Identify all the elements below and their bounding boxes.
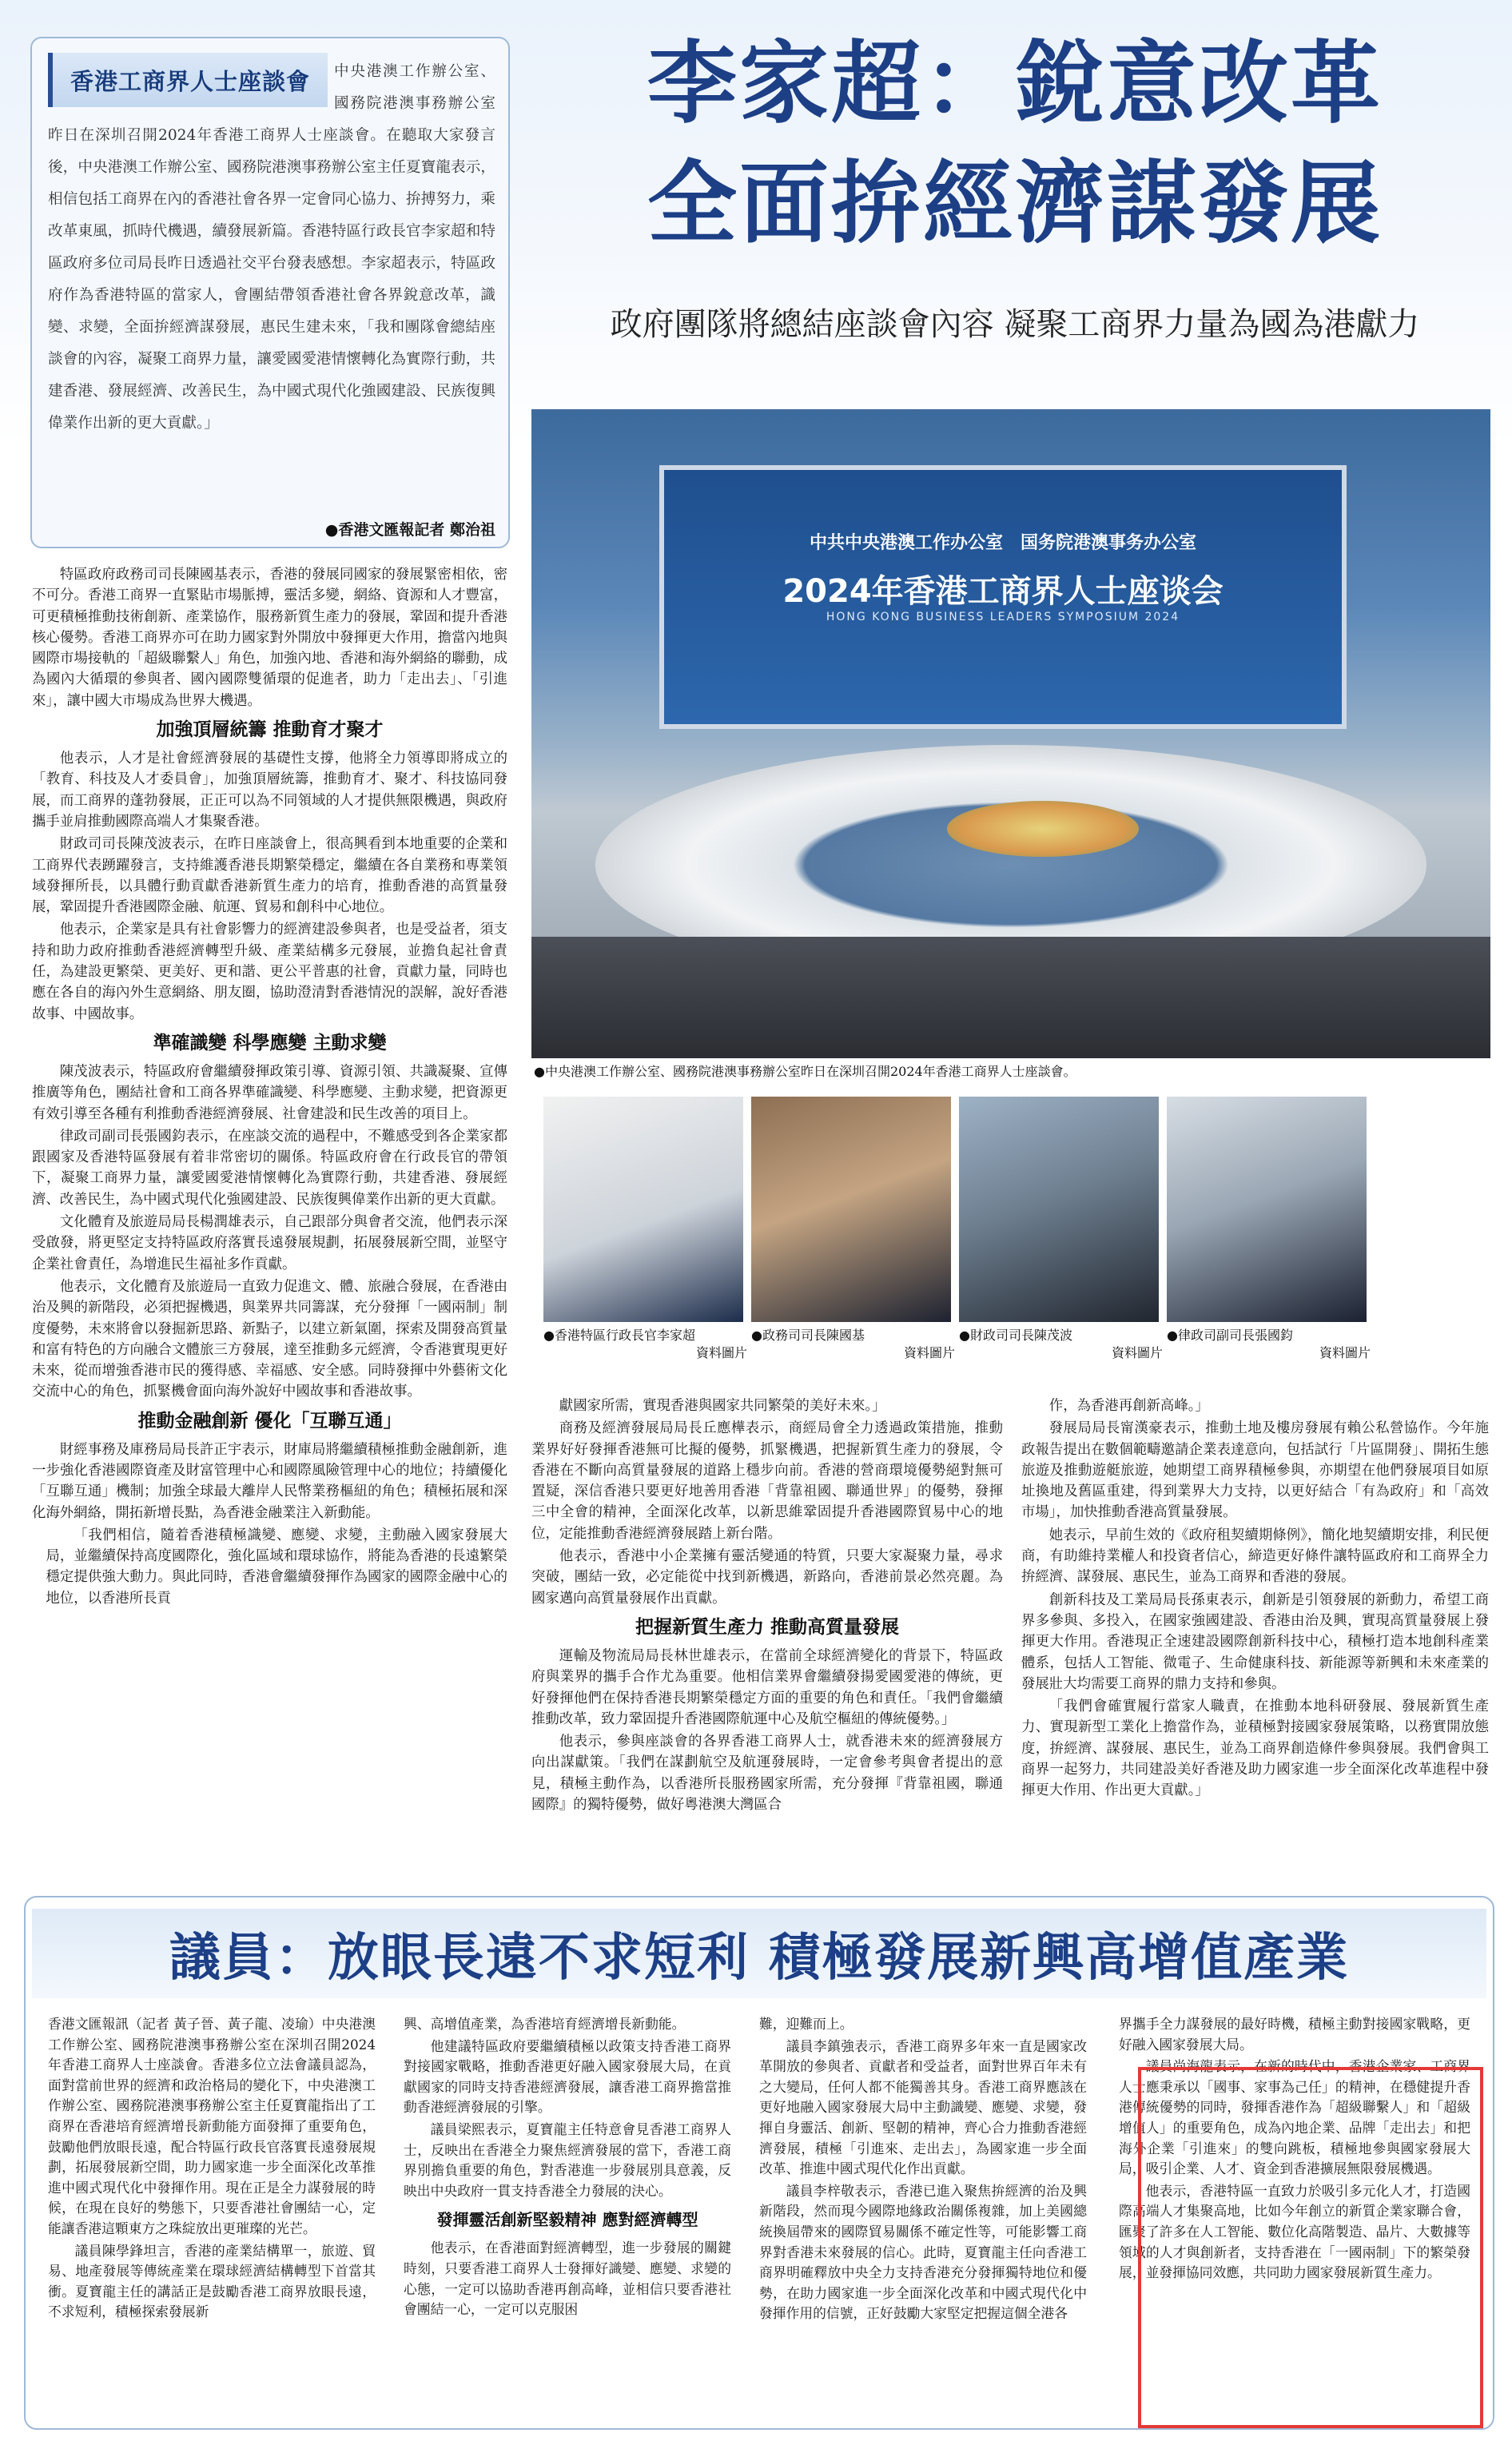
- small-photo-caption-4-text: ●律政司副司長張國鈞: [1167, 1328, 1293, 1343]
- bottom-col2-paragraph: 他表示，在香港面對經濟轉型，進一步發展的關鍵時刻，只要香港工商界人士發揮好識變、應變、求變的心態，一定可以協助香港再創高峰，並相信只要香港社會團結一心，一定可以克服困: [404, 2240, 731, 2318]
- col3-paragraph: 創新科技及工業局局長孫東表示，創新是引領發展的新動力，希望工商界多參與、多投入，在國家強國建設、香港由治及興，實現高質量發展上發揮更大作用。香港現正全速建設國際創新科技中心，積極打造本地創科產業體系，包括人工智能、微電子、生命健康科技、新能源等新興和未來產業的發展壯大均需要工商界的鼎力支持和參與。: [1021, 1591, 1489, 1692]
- main-photo-banner-line1: 中共中央港澳工作办公室 国务院港澳事务办公室: [809, 533, 1196, 553]
- article-column-2: [531, 1396, 1003, 1886]
- small-photo-credit-2: 資料圖片: [903, 1345, 955, 1360]
- small-photo-credit-3: 資料圖片: [1111, 1345, 1163, 1360]
- bottom-col4-paragraph: 界攜手全力謀發展的最好時機，積極主動對接國家戰略，更好融入國家發展大局。: [1119, 2016, 1470, 2053]
- article-column-3: [1021, 1396, 1489, 1886]
- article-column-1: [32, 564, 507, 1886]
- bottom-col3-paragraph: 議員李鎮強表示，香港工商界多年來一直是國家改革開放的參與者、貢獻者和受益者，面對世界百年未有之大變局，任何人都不能獨善其身。香港工商界應該在更好地融入國家發展大局中主動識變、應變、求變，發揮自身靈活、創新、堅韌的精神，齊心合力推動香港經濟發展，積極「引進來、走出去」，為國家進一步全面改革、推進中國式現代化作出貢獻。: [759, 2037, 1087, 2177]
- bottom-col2-subhead: 發揮靈活創新堅毅精神 應對經濟轉型: [436, 2210, 698, 2230]
- col3-paragraph: 作，為香港再創新高峰。」: [1048, 1398, 1209, 1414]
- main-photo-banner-line3: HONG KONG BUSINESS LEADERS SYMPOSIUM 2024: [826, 611, 1180, 623]
- bottom-column-2: [404, 2014, 731, 2422]
- col3-paragraph: 她表示，早前生效的《政府租契續期條例》，簡化地契續期安排，利民便商，有助維持業權人和投資者信心，締造更好條件讓特區政府和工商界全力拚經濟、謀發展、惠民生，並為工商界和香港的發展。: [1021, 1527, 1489, 1586]
- sidebar-body-text: 中央港澳工作辦公室、國務院港澳事務辦公室昨日在深圳召開2024年香港工商界人士座談會。在聽取大家發言後，中央港澳工作辦公室、國務院港澳事務辦公室主任夏寶龍表示，相信包括工商界在內的香港社會各界一定會同心協力、拚搏努力，乘改革東風，抓時代機遇，續發展新篇。香港特區行政長官李家超和特區政府多位司局長昨日透過社交平台發表感想。李家超表示，特區政府作為香港特區的當家人，會團結帶領香港社會各界銳意改革，識變、求變，全面拚經濟謀發展，惠民生建未來，「我和團隊會總結座談會的內容，凝聚工商界力量，讓愛國愛港情懷轉化為實際行動，共建香港、發展經濟、改善民生，為中國式現代化強國建設、民族復興偉業作出新的更大貢獻。」: [48, 63, 495, 432]
- bottom-col2-paragraph: 他建議特區政府要繼續積極以政策支持香港工商界對接國家戰略，推動香港更好融入國家發展大局，在貢獻國家的同時支持香港經濟發展，讓香港工商界擔當推動香港經濟發展的引擎。: [404, 2037, 731, 2116]
- small-photo-caption-2: [751, 1327, 955, 1362]
- col2-paragraph: 商務及經濟發展局局長丘應樺表示，商經局會全力透過政策措施，推動業界好好發揮香港無可比擬的優勢，抓緊機遇，把握新質生產力的發展，令香港在不斷向高質量發展的道路上穩步向前。香港的營商環境優勢絕對無可置疑，深信香港只要更好地善用香港「背靠祖國、聯通世界」的優勢，發揮三中全會的精神，全面深化改革，以新思維鞏固提升香港國際貿易中心的地位，定能推動香港經濟發展踏上新台階。: [531, 1420, 1003, 1542]
- col1-paragraph: 特區政府政務司司長陳國基表示，香港的發展同國家的發展緊密相依，密不可分。香港工商界一直緊貼市場脈搏，靈活多變，網絡、資源和人才豐富，可更積極推動技術創新、產業協作，服務新質生產力的發展，鞏固和提升香港核心優勢。香港工商界亦可在助力國家對外開放中發揮更大作用，擔當內地與國際市場接軌的「超級聯繫人」角色，加強內地、香港和海外網絡的聯動，成為國內大循環的參與者、國內國際雙循環的促進者，助力「走出去」、「引進來」，讓中國大市場成為世界大機遇。: [32, 567, 507, 709]
- bottom-col4-highlighted-paragraph: 他表示，香港特區一直致力於吸引多元化人才，打造國際高端人才集聚高地，比如今年創立的新質企業家聯合會，匯聚了許多在人工智能、數位化高階製造、晶片、大數據等領域的人才與創新者，支持香港在「一國兩制」下的繁榮發展，並發揮協同效應，共同助力國家發展新質生產力。: [1119, 2182, 1470, 2281]
- col3-quote: 「我們會確實履行當家人職責，在推動本地科研發展、發展新質生產力、實現新型工業化上擔當作為，並積極對接國家發展策略，以務實開放態度，拚經濟、謀發展、惠民生，並為工商界創造條件參與發展。我們會與工商界一起努力，共同建設美好香港及助力國家進一步全面深化改革進程中發揮更大作用、作出更大貢獻。」: [1021, 1698, 1489, 1799]
- main-photo-flowers: [947, 801, 1139, 857]
- bottom-col1-paragraph: 議員陳學鋒坦言，香港的產業結構單一，旅遊、貿易、地產發展等傳統產業在環球經濟結構轉型下首當其衝。夏寶龍主任的講話正是鼓勵香港工商界放眼長遠，不求短利，積極探索發展新: [48, 2242, 376, 2320]
- bottom-column-1: [48, 2014, 376, 2422]
- main-photo-banner-line2: 2024年香港工商界人士座谈会: [782, 573, 1224, 610]
- photo-chan-kwok-ki: [751, 1097, 951, 1322]
- photo-cheung-kwok-kwan: [1167, 1097, 1367, 1322]
- main-photo-caption-text: ●中央港澳工作辦公室、國務院港澳事務辦公室昨日在深圳召開2024年香港工商界人士座談會。: [534, 1064, 1076, 1079]
- col1-subhead-2: 準確識變 科學應變 主動求變: [153, 1031, 387, 1053]
- sidebar-body: [48, 56, 495, 440]
- headline-subtitle: 政府團隊將總結座談會內容 凝聚工商界力量為國為港獻力: [610, 306, 1420, 343]
- col1-paragraph: 陳茂波表示，特區政府會繼續發揮政策引導、資源引領、共識凝聚、宣傳推廣等角色，團結社會和工商各界準確識變、科學應變、主動求變，把資源更有效引導至各種有利推動香港經濟發展、社會建設和民生改善的項目上。: [32, 1063, 507, 1122]
- col2-paragraph: 運輸及物流局局長林世雄表示，在當前全球經濟變化的背景下，特區政府與業界的攜手合作尤為重要。他相信業界會繼續發揚愛國愛港的傳統，更好發揮他們在保持香港長期繁榮穩定方面的重要的角色和責任。「我們會繼續推動改革，致力鞏固提升香港國際航運中心及航空樞紐的傳統優勢。」: [531, 1647, 1003, 1727]
- small-photo-caption-3-text: ●財政司司長陳茂波: [959, 1328, 1072, 1343]
- col1-paragraph: 律政司副司長張國鈞表示，在座談交流的過程中，不難感受到各企業家都跟國家及香港特區發展有着非常密切的關係。特區政府會在行政長官的帶領下，凝聚工商界力量，讓愛國愛港情懷轉化為實際行動，共建香港、發展經濟、改善民生，為中國式現代化強國建設、民族復興偉業作出新的更大貢獻。: [32, 1128, 507, 1208]
- small-photo-credit-1: 資料圖片: [695, 1345, 747, 1360]
- photo-lee-ka-chiu: [543, 1097, 743, 1322]
- photo-chan-mo-po: [959, 1097, 1159, 1322]
- headline-line2: 全面拚經濟謀發展: [647, 152, 1383, 256]
- col1-quote: 「我們相信，隨着香港積極識變、應變、求變，主動融入國家發展大局，並繼續保持高度國際化，強化區域和環球協作，將能為香港的長遠繁榮穩定提供強大動力。與此同時，香港會繼續發揮作為國家的國際金融中心的地位，以香港所長貢: [46, 1527, 507, 1607]
- col3-paragraph: 發展局局長甯漢豪表示，推動土地及樓房發展有賴公私營協作。今年施政報告提出在數個範疇邀請企業表達意向，包括試行「片區開發」、開拓生態旅遊及推動遊艇旅遊，她期望工商界積極參與，亦期望在他們發展項目如原址換地及舊區重建，得到業界大力支持，以更好結合「有為政府」和「高效市場」，加快推動香港高質量發展。: [1021, 1420, 1489, 1521]
- col1-paragraph: 文化體育及旅遊局局長楊潤雄表示，自己跟部分與會者交流，他們表示深受啟發，將更堅定支持特區政府落實長遠發展規劃，拓展發展新空間，並堅守企業社會責任，為增進民生福祉多作貢獻。: [32, 1214, 507, 1272]
- sidebar-byline: ●香港文匯報記者 鄭治祖: [324, 521, 495, 539]
- small-photo-caption-1: [543, 1327, 747, 1362]
- col1-paragraph: 財政司司長陳茂波表示，在昨日座談會上，很高興看到本地重要的企業和工商界代表踴躍發言，支持維護香港長期繁榮穩定，繼續在各自業務和專業領域發揮所長，以具體行動貢獻香港新質生產力的培育，推動香港的高質量發展，鞏固提升香港國際金融、航運、貿易和創科中心地位。: [32, 836, 507, 916]
- col2-paragraph: 他表示，參與座談會的各界香港工商界人士，就香港未來的經濟發展方向出謀獻策。「我們在謀劃航空及航運發展時，一定會參考與會者提出的意見，積極主動作為，以香港所長服務國家所需，充分發揮『背靠祖國，聯通國際』的獨特優勢，做好粵港澳大灣區合: [531, 1734, 1003, 1814]
- highlight-box: [1138, 2067, 1483, 2428]
- bottom-col1-paragraph: 香港文匯報訊（記者 黃子晉、黃子龍、凌瑜）中央港澳工作辦公室、國務院港澳事務辦公室在深圳召開2024年香港工商界人士座談會。香港多位立法會議員認為，面對當前世界的經濟和政治格局的變化下，中央港澳工作辦公室、國務院港澳事務辦公室主任夏寶龍指出了工商界在香港培育經濟增長新動能方面發揮了重要角色，鼓勵他們放眼長遠，配合特區行政長官落實長遠發展規劃，拓展發展新空間，助力國家進一步全面深化改革推進中國式現代化中發揮作用。現在正是全力謀發展的時候，在現在良好的勢態下，只要香港社會團結一心，定能讓香港這顆東方之珠綻放出更璀璨的光芒。: [48, 2016, 376, 2236]
- col1-subhead-3: 推動金融創新 優化「互聯互通」: [137, 1409, 402, 1432]
- col1-paragraph: 他表示，人才是社會經濟發展的基礎性支撐，他將全力領導即將成立的「教育、科技及人才委員會」，加強頂層統籌，推動育才、聚才、科技協同發展，而工商界的蓬勃發展，正正可以為不同領域的人才提供無限機遇，與政府攜手並肩推動國際高端人才集聚香港。: [32, 751, 507, 830]
- col2-paragraph: 獻國家所需，實現香港與國家共同繁榮的美好未來。」: [559, 1398, 886, 1414]
- col2-paragraph: 他表示，香港中小企業擁有靈活變通的特質，只要大家凝聚力量，尋求突破，團結一致，必定能從中找到新機遇，新路向，香港前景必然亮麗。為國家邁向高質量發展作出貢獻。: [531, 1548, 1003, 1607]
- bottom-column-3: [759, 2014, 1087, 2422]
- col1-paragraph: 他表示，文化體育及旅遊局一直致力促進文、體、旅融合發展，在香港由治及興的新階段，必須把握機遇，與業界共同籌謀，充分發揮「一國兩制」制度優勢，未來將會以發掘新思路、新點子，以建立新氣圍，探索及開發高質量和富有特色的方向融合文體旅三方發展，達至推動多元經濟，令香港實現更好未來，從而增強香港市民的獲得感、幸福感、安全感。同時發揮中外藝術文化交流中心的角色，抓緊機會面向海外說好中國故事和香港故事。: [32, 1278, 507, 1400]
- col1-subhead-1: 加強頂層統籌 推動育才聚才: [156, 719, 384, 741]
- small-photo-caption-2-text: ●政務司司長陳國基: [751, 1328, 865, 1343]
- sidebar-tag-text: 香港工商界人士座談會: [70, 67, 310, 95]
- small-photo-caption-1-text: ●香港特區行政長官李家超: [543, 1328, 695, 1343]
- main-photo: [531, 409, 1490, 1058]
- small-photo-caption-3: [959, 1327, 1163, 1362]
- bottom-col3-paragraph: 議員李梓敬表示，香港已進入聚焦拚經濟的治及興新階段，然而現今國際地緣政治關係複雜，加上美國總統換屆帶來的國際貿易關係不確定性等，可能影響工商界對香港未來發展的信心。此時，夏寶龍主任向香港工商界明確釋放中央全力支持香港充分發揮獨特地位和優勢，在助力國家進一步全面深化改革和中國式現代化中發揮作用的信號，正好鼓勵大家堅定把握這個全港各: [759, 2182, 1087, 2322]
- col1-paragraph: 財經事務及庫務局局長許正宇表示，財庫局將繼續積極推動金融創新，進一步強化香港國際資產及財富管理中心和國際風險管理中心的地位；持續優化「互聯互通」機制；加強全球最大離岸人民幣業務樞紐的角色；積極拓展和深化海外網絡，開拓新增長點，為香港金融業注入新動能。: [32, 1441, 507, 1521]
- bottom-col4-highlighted-paragraph: 議員尚海龍表示，在新的時代中，香港企業家、工商界人士應秉承以「國事、家事為己任」的精神，在穩健提升香港傳統優勢的同時，發揮香港作為「超級聯繫人」和「超級增值人」的重要角色，成為內地企業、品牌「走出去」和把海外企業「引進來」的雙向跳板，積極地參與國家發展大局，吸引企業、人才、資金到香港擴展無限發展機遇。: [1119, 2058, 1470, 2177]
- bottom-headline-text: 議員：放眼長遠不求短利 積極發展新興高增值產業: [169, 1929, 1350, 1988]
- main-photo-foreground: [531, 937, 1490, 1058]
- bottom-col2-paragraph: 議員梁熙表示，夏寶龍主任特意會見香港工商界人士，反映出在香港全力聚焦經濟發展的當下，香港工商界別擔負重要的角色，對香港進一步發展別具意義，反映出中央政府一貫支持香港全力發展的決心。: [404, 2120, 731, 2199]
- bottom-col3-paragraph: 難，迎難而上。: [759, 2016, 853, 2032]
- col2-subhead-1: 把握新質生產力 推動高質量發展: [635, 1615, 899, 1638]
- headline-line1: 李家超：銳意改革: [647, 32, 1383, 136]
- small-photo-credit-4: 資料圖片: [1319, 1345, 1371, 1360]
- bottom-col2-paragraph: 興、高增值產業，為香港培育經濟增長新動能。: [404, 2016, 686, 2032]
- col1-paragraph: 他表示，企業家是具有社會影響力的經濟建設參與者，也是受益者，須支持和助力政府推動香港經濟轉型升級、產業結構多元發展，並擔負起社會責任，為建設更繁榮、更美好、更和諧、更公平普惠的社會，貢獻力量，同時也應在各自的海內外生意網絡、朋友圈，協助澄清對香港情況的誤解，說好香港故事、中國故事。: [32, 922, 507, 1022]
- bottom-headline: [32, 1909, 1486, 1998]
- main-photo-caption: [534, 1063, 1485, 1081]
- small-photo-caption-4: [1167, 1327, 1371, 1362]
